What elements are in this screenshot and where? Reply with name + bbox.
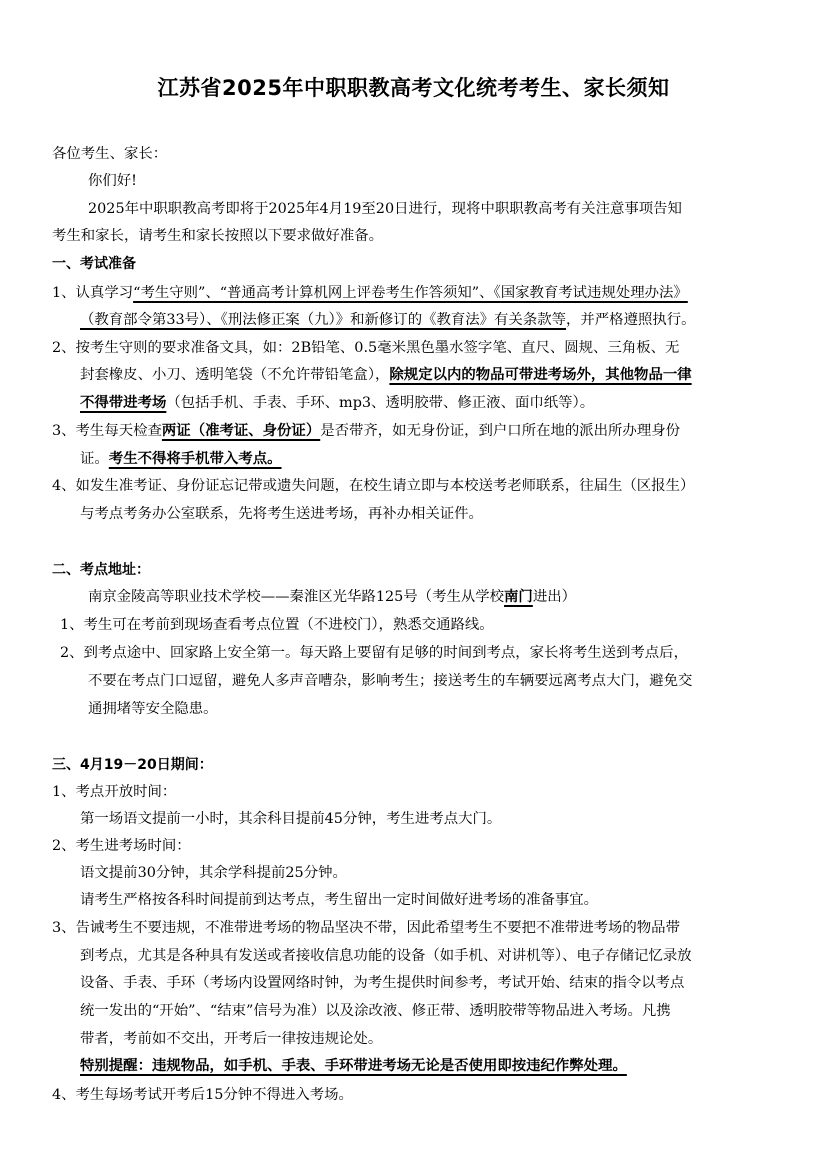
list-item — [52, 421, 680, 441]
list-item-text: ，并严格遵照执行。 — [566, 312, 696, 328]
list-item-detail: 语文提前30分钟，其余学科提前25分钟。 — [80, 865, 347, 881]
emphasized-text: 两证（准考证、身份证） — [161, 422, 321, 439]
list-item: 2、到考点途中、回家路上安全第一。每天路上要留有足够的时间到考点，家长将考生送到考点后， — [60, 645, 688, 661]
emphasized-text: 南门 — [504, 588, 533, 605]
emphasized-text: 不得带进考场 — [80, 394, 167, 411]
list-item: 2、按考生守则的要求准备文具，如：2B铅笔、0.5毫米黑色墨水签字笔、直尺、圆规、三角板、无 — [52, 340, 680, 356]
section-heading-exam-site-address: 二、考点地址： — [52, 562, 150, 578]
underlined-text: （教育部令第33号）、《刑法修正案（九）》和新修订的《教育法》有关条款等 — [80, 312, 566, 328]
list-item-text: 封套橡皮、小刀、透明笔袋（不允许带铅笔盒）， — [80, 367, 390, 383]
list-item: 4、考生每场考试开考后15分钟不得进入考场。 — [52, 1087, 353, 1103]
emphasized-text: 除规定以内的物品可带进考场外，其他物品一律 — [389, 366, 692, 383]
list-item-text: 1、认真学习 — [52, 285, 134, 301]
section-heading-exam-preparation: 一、考试准备 — [52, 256, 136, 272]
document-title: 江苏省2025年中职职教高考文化统考考生、家长须知 — [157, 76, 670, 100]
special-reminder: 特别提醒：违规物品，如手机、手表、手环带进考场无论是否使用即按违纪作弊处理。 — [80, 1057, 627, 1074]
list-item — [52, 283, 688, 303]
list-item-text: 证。 — [80, 451, 109, 467]
address-text: 进出） — [532, 589, 577, 605]
greeting: 你们好! — [88, 173, 137, 189]
list-item-detail: 请考生严格按各科时间提前到达考点，考生留出一定时间做好进考场的准备事宜。 — [80, 892, 599, 908]
list-item: 1、考生可在考前到现场查看考点位置（不进校门），熟悉交通路线。 — [60, 617, 494, 633]
section-heading-exam-period: 三、4月19－20日期间： — [52, 757, 213, 773]
list-item: 1、考点开放时间： — [52, 784, 177, 800]
list-item: 2、考生进考场时间： — [52, 838, 191, 854]
list-item-continuation: 设备、手表、手环（考场内设置网络时钟，为考生提供时间参考，考试开始、结束的指令以考点 — [80, 975, 685, 991]
list-item-continuation: 到考点，尤其是各种具有发送或者接收信息功能的设备（如手机、对讲机等）、电子存储记忆录放 — [80, 948, 692, 964]
intro-paragraph-line: 考生和家长，请考生和家长按照以下要求做好准备。 — [52, 228, 383, 244]
list-item-continuation — [80, 365, 692, 385]
underlined-text: “考生守则”、“普通高考计算机网上评卷考生作答须知”、《国家教育考试违规处理办法》 — [133, 285, 688, 301]
list-item-continuation: 通拥堵等安全隐患。 — [88, 701, 218, 717]
list-item: 4、如发生准考证、身份证忘记带或遗失问题，在校生请立即与本校送考老师联系，往届生（区报生） — [52, 478, 695, 494]
list-item-continuation: 带者，考前如不交出，开考后一律按违规论处。 — [80, 1031, 383, 1047]
list-item-text: （包括手机、手表、手环、mp3、透明胶带、修正液、面巾纸等）。 — [166, 395, 595, 411]
list-item-continuation: 与考点考务办公室联系，先将考生送进考场，再补办相关证件。 — [80, 506, 483, 522]
list-item-continuation — [80, 310, 696, 330]
list-item-detail: 第一场语文提前一小时，其余科目提前45分钟，考生进考点大门。 — [80, 811, 502, 827]
list-item-continuation: 不要在考点门口逗留，避免人多声音嘈杂，影响考生；接送考生的车辆要远离考点大门，避免交 — [88, 673, 693, 689]
list-item-continuation: 统一发出的“开始”、“结束”信号为准）以及涂改液、修正带、透明胶带等物品进入考场。凡携 — [80, 1003, 671, 1019]
list-item-continuation — [80, 449, 282, 469]
list-item-text: 是否带齐，如无身份证，到户口所在地的派出所办理身份 — [320, 423, 680, 439]
salutation: 各位考生、家长： — [52, 146, 168, 162]
exam-site-address — [88, 587, 576, 607]
address-text: 南京金陵高等职业技术学校——秦淮区光华路125号（考生从学校 — [88, 589, 505, 605]
list-item-continuation — [80, 393, 594, 413]
list-item-text: 3、考生每天检查 — [52, 423, 162, 439]
intro-paragraph-line: 2025年中职职教高考即将于2025年4月19至20日进行，现将中职职教高考有关注意事项告知 — [88, 201, 682, 217]
emphasized-text: 考生不得将手机带入考点。 — [108, 450, 282, 467]
list-item: 3、告诫考生不要违规，不准带进考场的物品坚决不带，因此希望考生不要把不准带进考场的物品带 — [52, 920, 680, 936]
